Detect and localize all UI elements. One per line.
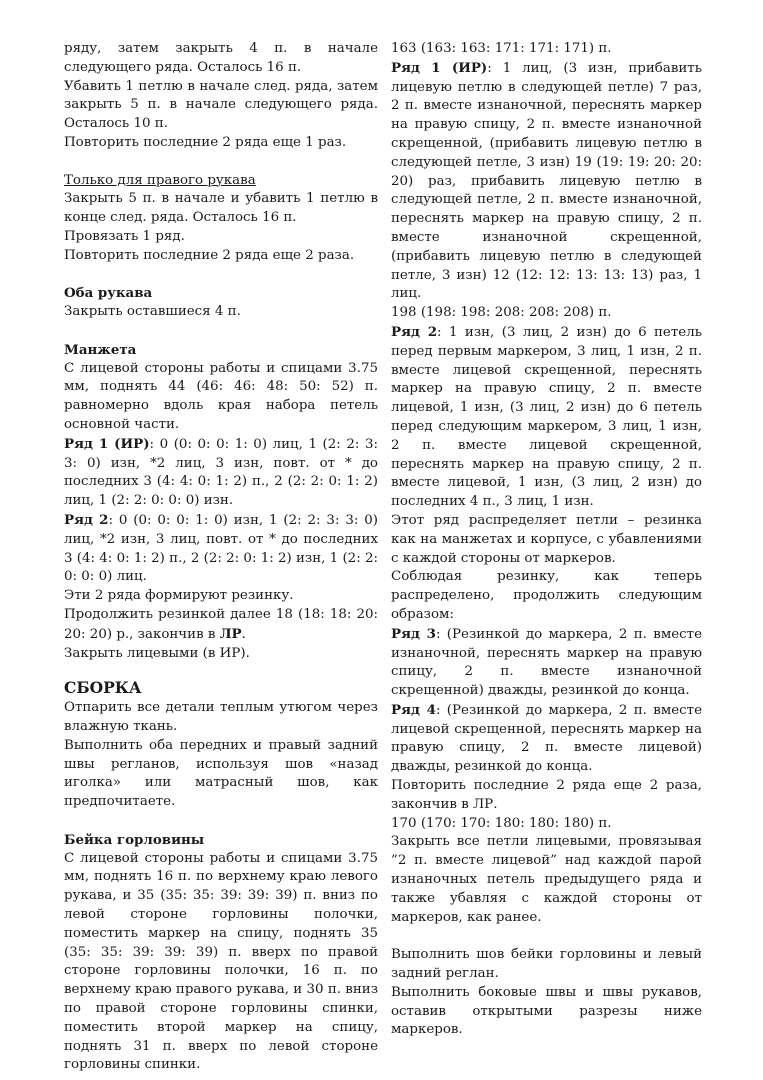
row-text: : 1 изн, (3 лиц, 2 изн) до 6 петель перед первым маркером, 3 лиц, 1 изн, 2 п. вместе лицевой скрещенной, переснять маркер на правую спицу, 2 п. вместе лицевой, 1 изн, (3 лиц, 2 изн) до 6 петель перед следующим маркером, 3 лиц, 1 изн, 2 п. вместе лицевой скрещенной, переснять маркер на правую спицу, 2 п. вместе лицевой, 1 изн, (3 лиц, 2 изн) до последних 4 п., 3 лиц, 1 изн. — [391, 324, 702, 510]
row-text: : 0 (0: 0: 0: 1: 0) изн, 1 (2: 2: 3: 3: 0) лиц, *2 изн, 3 лиц, повт. от * до последних 3 (4: 4: 0: 1: 2) п., 2 (2: 2: 0: 1: 2) изн, 1 (2: 2: 0: 0: 0) лиц. — [64, 512, 378, 585]
section-heading: Бейка горловины — [64, 831, 205, 848]
row-text: : 0 (0: 0: 0: 1: 0) лиц, 1 (2: 2: 3: 3: 0) изн, *2 лиц, 3 изн, повт. от * до последних 3 (4: 4: 0: 1: 2) п., 2 (2: 2: 0: 1: 2) лиц, 1 (2: 2: 0: 0: 0) изн. — [64, 436, 378, 509]
paragraph: Закрыть оставшиеся 4 п. — [64, 304, 241, 320]
paragraph: Повторить последние 2 ряда еще 2 раза. — [64, 247, 355, 263]
paragraph: Выполнить боковые швы и швы рукавов, оставив открытыми разрезы ниже маркеров. — [391, 984, 702, 1038]
paragraph: Выполнить шов бейки горловины и левый задний реглан. — [391, 947, 702, 982]
row-instruction — [64, 435, 378, 511]
row-label: Ряд 1 (ИР) — [64, 435, 150, 452]
row-instruction — [391, 323, 702, 512]
row-label: Ряд 2 — [391, 323, 438, 340]
paragraph: Убавить 1 петлю в начале след. ряда, затем закрыть 5 п. в начале следующего ряда. Осталось 10 п. — [64, 78, 378, 132]
right-column — [391, 40, 702, 1040]
section-heading: Оба рукава — [64, 285, 153, 302]
paragraph: Провязать 1 ряд. — [64, 228, 185, 244]
paragraph: Повторить последние 2 ряда еще 1 раз. — [64, 134, 347, 150]
stitch-count: 163 (163: 163: 171: 171: 171) п. — [391, 41, 612, 56]
paragraph: Этот ряд распределяет петли – резинка как на манжетах и корпусе, с убавлениями с каждой стороны от маркеров. — [391, 512, 702, 566]
text-part: Продолжить резинкой далее 18 (18: 18: 20: 20: 20) р., закончив в — [64, 606, 378, 642]
section-heading: Манжета — [64, 341, 137, 358]
row-label: Ряд 2 — [64, 511, 109, 528]
paragraph: С лицевой стороны работы и спицами 3.75 мм, поднять 16 п. по верхнему краю левого рукава, и 35 (35: 35: 39: 39: 39) п. вниз по левой стороне горловины полочки, поместить маркер на спицу, поднять 35 (35: 35: 39: 39: 39) п. вверх по правой стороне горловины полочки, 16 п. по верхнему краю правого рукава, и 30 п. вниз по правой стороне горловины спинки, поместить второй маркер на спицу, поднять 31 п. вверх по левой стороне горловины спинки. — [64, 850, 378, 1073]
section-heading: СБОРКА — [64, 678, 142, 698]
row-text: : 1 лиц, (3 изн, прибавить лицевую петлю в следующей петле) 7 раз, 2 п. вместе изнаночной, переснять маркер на правую спицу, 2 п. вместе изнаночной скрещенной, (прибавить лицевую петлю в следующей петле, 3 изн) 19 (19: 19: 20: 20: 20) раз, прибавить лицевую петлю в следующей петле, 2 п. вместе изнаночной, переснять маркер на правую спицу, 2 п. вместе изнаночной скрещенной, (прибавить лицевую петлю в следующей петле, 3 изн) 12 (12: 12: 13: 13: 13) раз, 1 лиц. — [391, 60, 702, 302]
row-label: Ряд 1 (ИР) — [391, 59, 488, 76]
paragraph: Закрыть лицевыми (в ИР). — [64, 645, 250, 661]
row-text: : (Резинкой до маркера, 2 п. вместе изнаночной, переснять маркер на правую спицу, 2 п. вместе изнаночной скрещенной) дважды, резинкой до конца. — [391, 626, 702, 699]
row-instruction — [391, 59, 702, 304]
row-text: : (Резинкой до маркера, 2 п. вместе лицевой скрещенной, переснять маркер на правую спицу, 2 п. вместе лицевой) дважды, резинкой до конца. — [391, 702, 702, 775]
row-label: Ряд 4 — [391, 701, 436, 718]
paragraph: ряду, затем закрыть 4 п. в начале следующего ряда. Осталось 16 п. — [64, 41, 378, 75]
text-part: . — [241, 626, 246, 642]
paragraph: Соблюдая резинку, как теперь распределено, продолжить следующим образом: — [391, 569, 702, 622]
paragraph: С лицевой стороны работы и спицами 3.75 мм, поднять 44 (46: 46: 48: 50: 52) п. равномерно вдоль края набора петель основной части. — [64, 360, 378, 432]
paragraph — [64, 606, 378, 645]
row-instruction — [391, 701, 702, 777]
row-instruction — [391, 625, 702, 701]
paragraph: Отпарить все детали теплым утюгом через влажную ткань. — [64, 700, 378, 735]
paragraph: Закрыть все петли лицевыми, провязывая ”2 п. вместе лицевой” над каждой парой изнаночных петель предыдущего ряда и также убавляя с каждой стороны от маркеров, как ранее. — [391, 834, 702, 925]
section-subheading: Только для правого рукава — [64, 172, 256, 188]
row-instruction — [64, 511, 378, 587]
stitch-count: 170 (170: 170: 180: 180: 180) п. — [391, 815, 612, 831]
left-column — [64, 40, 378, 1075]
paragraph: Выполнить оба передних и правый задний швы регланов, используя шов «назад иголка» или матрасный шов, как предпочитаете. — [64, 737, 378, 810]
bold-term: ЛР — [219, 625, 242, 642]
paragraph: Закрыть 5 п. в начале и убавить 1 петлю в конце след. ряда. Осталось 16 п. — [64, 191, 378, 226]
stitch-count: 198 (198: 198: 208: 208: 208) п. — [391, 305, 612, 321]
paragraph: Эти 2 ряда формируют резинку. — [64, 588, 294, 604]
paragraph: Повторить последние 2 ряда еще 2 раза, закончив в ЛР. — [391, 778, 702, 812]
row-label: Ряд 3 — [391, 625, 436, 642]
